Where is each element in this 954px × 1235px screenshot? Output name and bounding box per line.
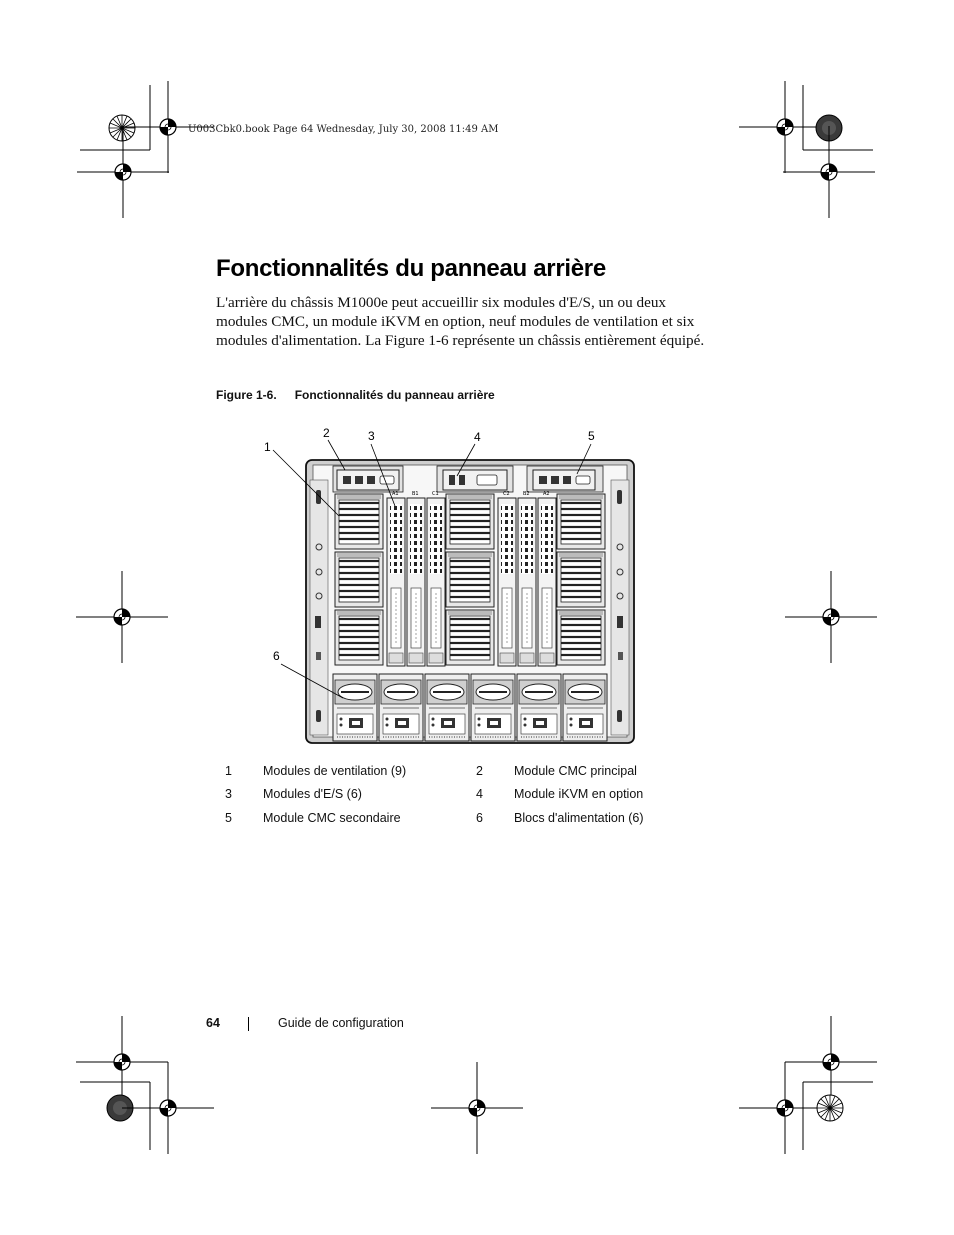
corner-marks-top <box>80 85 873 150</box>
page-title: Fonctionnalités du panneau arrière <box>216 255 606 282</box>
legend-label: Module CMC secondaire <box>263 810 401 825</box>
cmc-primary-module <box>337 470 399 490</box>
slot-label-a2: A2 <box>543 491 550 497</box>
slot-label-b1: B1 <box>412 491 419 497</box>
legend-label: Module CMC principal <box>514 763 637 778</box>
callout-2: 2 <box>323 426 330 440</box>
legend-number: 3 <box>225 787 232 802</box>
legend-number: 6 <box>476 810 483 825</box>
legend-label: Blocs d'alimentation (6) <box>514 810 644 825</box>
page-number: 64 <box>206 1016 220 1030</box>
footer-divider <box>248 1017 249 1031</box>
callout-6: 6 <box>273 649 280 663</box>
legend-number: 5 <box>225 810 232 825</box>
intro-paragraph: L'arrière du châssis M1000e peut accueillir six modules d'E/S, un ou deux modules CMC, un module iKVM en option, neuf modules de ventilation et six modules d'alimentation. La Figure 1-6 représente un châssis entièrement équipé. <box>216 294 705 349</box>
figure-number: Figure 1-6. <box>216 388 277 402</box>
legend-number: 4 <box>476 787 483 802</box>
legend-label: Module iKVM en option <box>514 787 644 802</box>
callout-1: 1 <box>264 440 271 454</box>
slot-label-a1: A1 <box>392 491 399 497</box>
fan-modules <box>335 494 605 665</box>
figure-legend <box>222 759 724 830</box>
callout-5: 5 <box>588 429 595 443</box>
legend-row <box>222 759 724 783</box>
slot-label-c1: C1 <box>432 491 439 497</box>
slot-label-c2: C2 <box>503 491 510 497</box>
callout-4: 4 <box>474 430 481 444</box>
footer-book-title: Guide de configuration <box>278 1016 404 1030</box>
legend-label: Modules de ventilation (9) <box>263 763 407 778</box>
legend-row <box>222 806 724 830</box>
legend-label: Modules d'E/S (6) <box>263 787 362 802</box>
chassis-rear-illustration <box>255 420 645 750</box>
legend-number: 1 <box>225 763 232 778</box>
legend-number: 2 <box>476 763 483 778</box>
legend-row <box>222 783 724 807</box>
cmc-secondary-module <box>533 470 595 490</box>
figure-caption <box>216 388 495 402</box>
callout-3: 3 <box>368 429 375 443</box>
slot-label-b2: B2 <box>523 491 530 497</box>
print-header-meta: U003Cbk0.book Page 64 Wednesday, July 30, 2008 11:49 AM <box>188 124 499 135</box>
figure-title: Fonctionnalités du panneau arrière <box>294 388 495 402</box>
